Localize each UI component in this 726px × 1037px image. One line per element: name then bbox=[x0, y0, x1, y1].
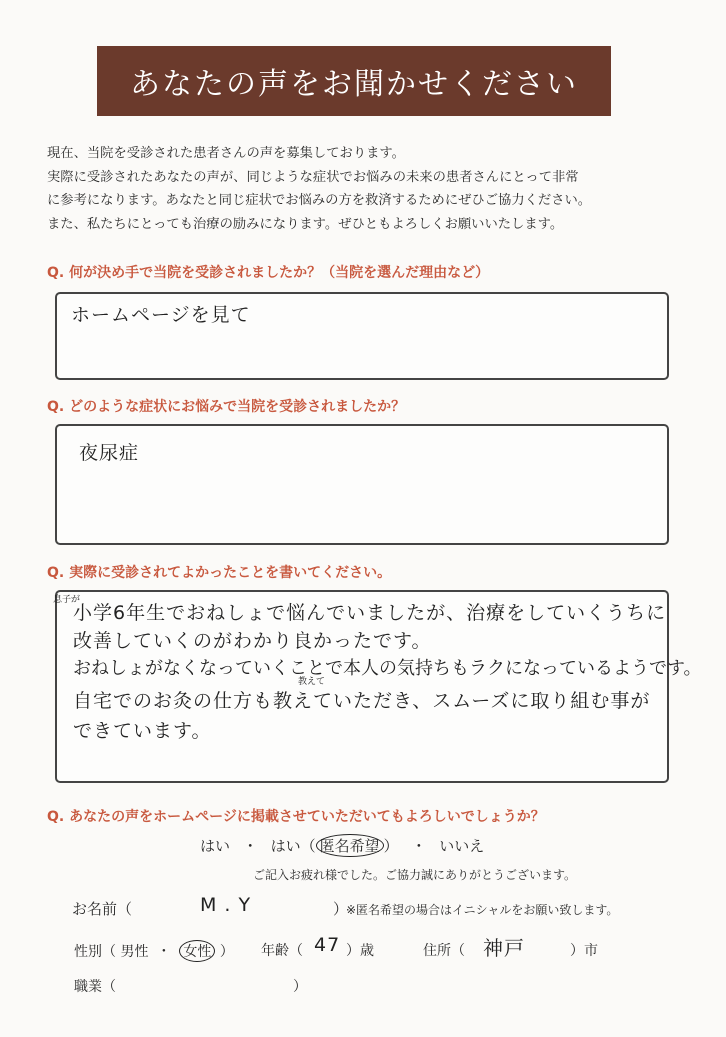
answer-3-line: 小学6年生でおねしょで悩んでいましたが、治療をしていくうちに bbox=[73, 602, 667, 624]
name-value[interactable]: M . Y bbox=[200, 894, 252, 916]
job-label: 職業（ bbox=[74, 979, 116, 995]
question-2: Q. どのような症状にお悩みで当院を受診されましたか？ bbox=[47, 399, 406, 415]
option-yes[interactable]: はい bbox=[200, 837, 231, 855]
answer-3-line: 自宅でのお灸の仕方も教えていただき、スムーズに取り組む事が bbox=[73, 690, 651, 712]
gender-male[interactable]: 男性 bbox=[120, 944, 149, 960]
job-close: ） bbox=[293, 979, 307, 995]
option-anon-prefix: はい（ bbox=[270, 837, 316, 855]
answer-box-2[interactable] bbox=[55, 424, 669, 545]
option-yes-anonymous[interactable] bbox=[271, 837, 404, 855]
name-label: お名前（ bbox=[72, 900, 133, 918]
option-anon-circled: 匿名希望 bbox=[316, 834, 384, 857]
name-note: ※匿名希望の場合はイニシャルをお願い致します。 bbox=[346, 903, 619, 917]
answer-2-text: 夜尿症 bbox=[79, 442, 140, 464]
publish-options bbox=[200, 834, 484, 857]
answer-box-3[interactable] bbox=[53, 590, 702, 783]
age-value[interactable]: 47 bbox=[314, 934, 341, 956]
age-label: 年齢（ bbox=[261, 943, 303, 959]
option-no[interactable]: いいえ bbox=[439, 837, 485, 855]
option-anon-suffix: ） bbox=[383, 837, 399, 855]
question-4: Q. あなたの声をホームページに掲載させていただいてもよろしいでしょうか？ bbox=[47, 809, 545, 825]
answer-1-text: ホームページを見て bbox=[71, 304, 251, 326]
gender-female[interactable]: 女性 bbox=[179, 940, 215, 962]
gender-label: 性別（ bbox=[74, 944, 116, 960]
gender-field bbox=[74, 940, 234, 962]
margin-note: 息子が bbox=[53, 595, 81, 605]
answer-3-line: できています。 bbox=[73, 720, 212, 742]
intro-line: 実際に受診されたあなたの声が、同じような症状でお悩みの未来の患者さんにとって非常 bbox=[47, 169, 579, 185]
thanks-message: ご記入お疲れ様でした。ご協力誠にありがとうございます。 bbox=[253, 868, 577, 882]
answer-3-line: おねしょがなくなっていくことで本人の気持ちもラクになっているようです。 bbox=[73, 658, 702, 679]
address-close: ）市 bbox=[570, 943, 598, 959]
intro-line: また、私たちにとっても治療の励みになります。ぜひともよろしくお願いいたします。 bbox=[47, 216, 564, 232]
answer-box-1[interactable] bbox=[55, 292, 669, 380]
address-value[interactable]: 神戸 bbox=[483, 936, 525, 960]
question-1: Q. 何が決め手で当院を受診されましたか？（当院を選んだ理由など） bbox=[47, 265, 490, 281]
answer-3-line: 改善していくのがわかり良かったです。 bbox=[73, 630, 432, 652]
option-separator: ・ bbox=[411, 837, 427, 855]
question-3: Q. 実際に受診されてよかったことを書いてください。 bbox=[47, 565, 392, 581]
intro-text bbox=[47, 142, 697, 236]
page-title: あなたの声をお聞かせください bbox=[97, 46, 611, 116]
gender-close: ） bbox=[219, 944, 234, 960]
insert-note: 教えて bbox=[298, 677, 326, 687]
address-label: 住所（ bbox=[423, 943, 465, 959]
option-separator: ・ bbox=[242, 837, 258, 855]
gender-separator: ・ bbox=[156, 944, 171, 960]
age-close: ）歳 bbox=[346, 943, 374, 959]
intro-line: に参考になります。あなたと同じ症状でお悩みの方を救済するためにぜひご協力ください。 bbox=[47, 193, 592, 208]
name-close: ） bbox=[333, 900, 349, 918]
intro-line: 現在、当院を受診された患者さんの声を募集しております。 bbox=[47, 146, 405, 161]
